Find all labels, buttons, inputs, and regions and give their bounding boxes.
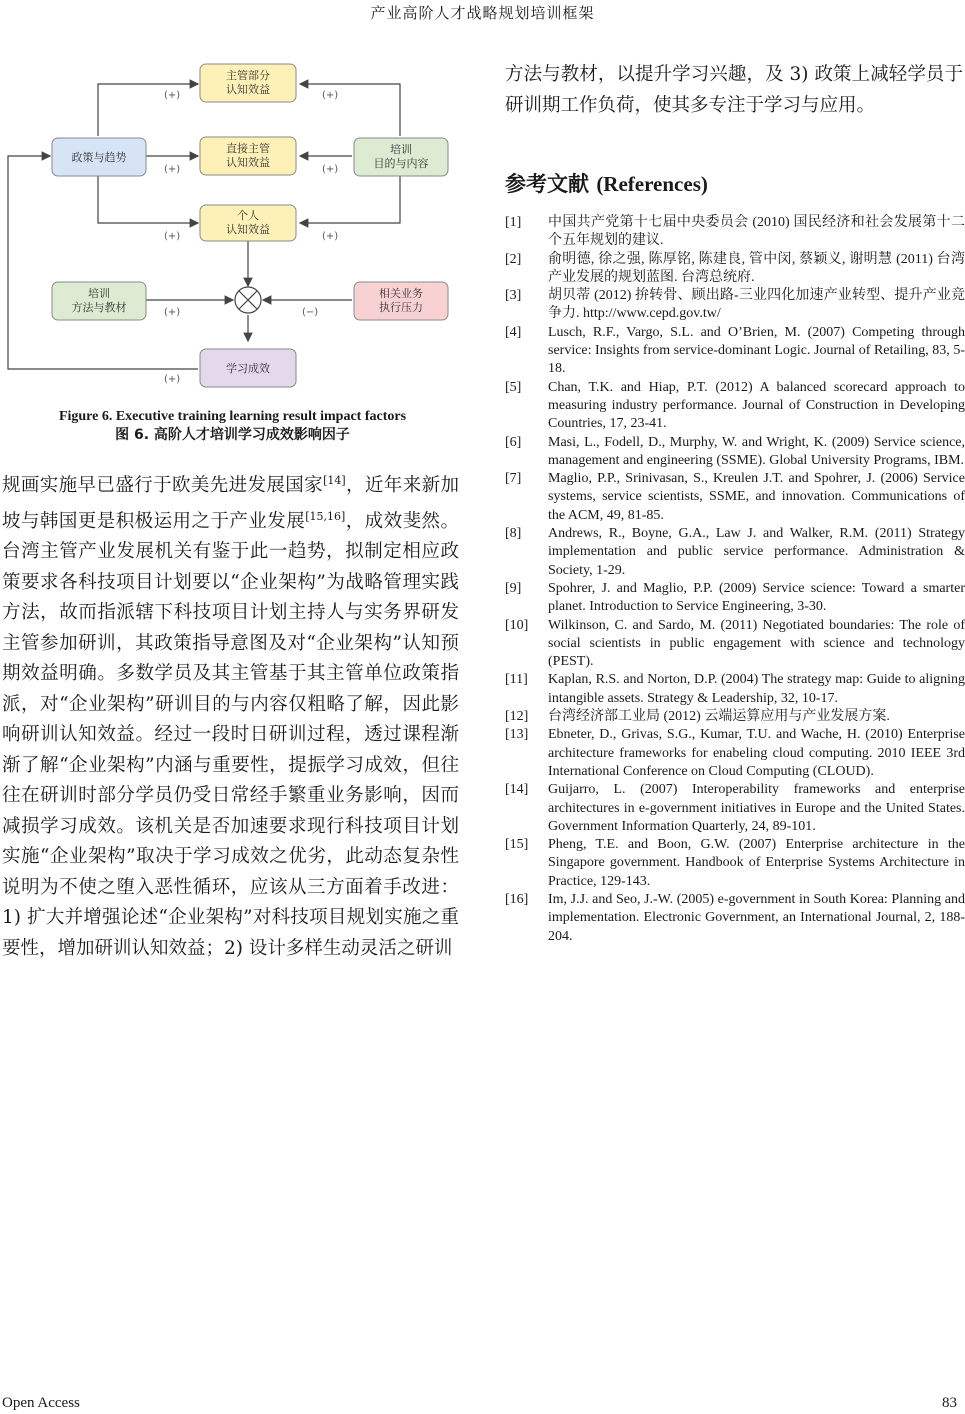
node-training-purpose xyxy=(354,138,448,176)
running-header: 产业高阶人才战略规划培训框架 xyxy=(370,4,595,22)
svg-text:直接主管: 直接主管 xyxy=(226,142,270,155)
sign-plus: (+) xyxy=(164,231,181,242)
svg-text:认知效益: 认知效益 xyxy=(226,223,270,236)
reference-item: [12] 台湾经济部工业局 (2012) 云端运算应用与产业发展方案. xyxy=(505,709,890,725)
body-text-right xyxy=(505,60,963,121)
paragraph: 方法与教材，以提升学习兴趣，及 3) 政策上减轻学员于研训期工作负荷，使其多专注于学习与应用。 xyxy=(505,64,963,116)
reference-item: [5] Chan, T.K. and Hiap, P.T. (2012) A balanced scorecard approach to measuring industry performance. Journal of Construction in Developing Countries, 17, 23-41. xyxy=(505,379,965,432)
reference-item: [4] Lusch, R.F., Vargo, S.L. and O’Brien, M. (2007) Competing through service: Insights from service-dominant Logic. Journal of Retailing, 83, 5-18. xyxy=(505,324,965,377)
sign-plus: (+) xyxy=(164,374,181,385)
impact-factor-diagram xyxy=(0,56,470,396)
reference-item: [10] Wilkinson, C. and Sardo, M. (2011) Negotiated boundaries: The role of social scientists in public engagement with science and technology (PEST). xyxy=(505,617,965,670)
reference-item: [6] Masi, L., Fodell, D., Murphy, W. and Wright, K. (2009) Service science, management and engineering (SSME). Global University Programs, IBM. xyxy=(505,434,965,468)
node-personal xyxy=(200,205,296,241)
caption-zh: 图 6. 高阶人才培训学习成效影响因子 xyxy=(115,427,350,443)
reference-item: [16] Im, J.J. and Seo, J.-W. (2005) e-government in South Korea: Planning and implementation. Electronic Government, an International Journal, 2, 188-204. xyxy=(505,891,965,944)
reference-item: [2] 俞明德, 徐之强, 陈厚铭, 陈建良, 管中闵, 蔡颖义, 谢明慧 (2011) 台湾产业发展的规划蓝图. 台湾总统府. xyxy=(505,251,965,285)
svg-text:方法与教材: 方法与教材 xyxy=(71,301,127,314)
node-business-pressure xyxy=(354,282,448,320)
reference-item: [11] Kaplan, R.S. and Norton, D.P. (2004) The strategy map: Guide to aligning intangible assets. Strategy & Leadership, 32, 10-17. xyxy=(505,672,965,706)
reference-item: [13] Ebneter, D., Grivas, S.G., Kumar, T.U. and Wache, H. (2010) Enterprise architecture frameworks for enabeling cloud computing. 2010 IEEE 3rd International Conference on Cloud Computing (CLOUD). xyxy=(505,727,965,779)
svg-text:政策与趋势: 政策与趋势 xyxy=(71,151,127,164)
sign-plus: (+) xyxy=(164,164,181,175)
references-list xyxy=(505,214,965,946)
node-training-methods xyxy=(52,282,146,320)
svg-text:个人: 个人 xyxy=(237,209,259,222)
footer-open-access: Open Access xyxy=(2,1395,80,1411)
reference-item: [7] Maglio, P.P., Srinivasan, S., Kreulen J.T. and Spohrer, J. (2006) Service systems, service scientists, SSME, and innovation. Communications of the ACM, 49, 81-85. xyxy=(505,471,965,523)
reference-item: [8] Andrews, R., Boyne, G.A., Law J. and Walker, R.M. (2011) Strategy implementation and public service performance. Administration & Society, 1-29. xyxy=(505,526,965,578)
node-supervisor-dept xyxy=(200,64,296,102)
citation: [14] xyxy=(323,474,346,487)
references-heading: 参考文献 (References) xyxy=(505,171,708,196)
svg-text:执行压力: 执行压力 xyxy=(379,301,423,314)
reference-item: [9] Spohrer, J. and Maglio, P.P. (2009) Service science: Toward a smarter planet. Introduction to Service Engineering, 3-30. xyxy=(505,580,965,615)
sign-plus: (+) xyxy=(322,231,339,242)
body-text-left xyxy=(2,466,459,964)
reference-item: [3] 胡贝蒂 (2012) 拚转骨、顾出路-三业四化加速产业转型、提升产业竞争力. http://www.cepd.gov.tw/ xyxy=(505,288,965,322)
sign-plus: (+) xyxy=(322,90,339,101)
caption-en: Figure 6. Executive training learning result impact factors xyxy=(58,409,407,424)
svg-text:培训: 培训 xyxy=(88,287,110,300)
sign-minus: (−) xyxy=(302,307,319,318)
node-learning-result xyxy=(200,349,296,387)
sign-plus: (+) xyxy=(164,90,181,101)
citation: [15,16] xyxy=(305,509,346,523)
reference-item: [1] 中国共产党第十七届中央委员会 (2010) 国民经济和社会发展第十二个五年规划的建议. xyxy=(505,215,965,249)
paragraph: 规画实施早已盛行于欧美先进发展国家[14]，近年来新加坡与韩国更是积极运用之于产业发展[15,16]，成效斐然。台湾主管产业发展机关有鉴于此一趋势，拟制定相应政策要求各科技项目计划要以“企业架构”为战略管理实践方法，故而指派辖下科技项目计划主持人与实务界研发主管参加研训，其政策指导意图及对“企业架构”认知预期效益明确。多数学员及其主管基于其主管单位政策指派，对“企业架构”研训目的与内容仅粗略了解，因此影响研训认知效益。经过一段时日研训过程，透过课程渐渐了解“企业架构”内涵与重要性，提振学习成效，但往往在研训时部分学员仍受日常经手繁重业务影响，因而减损学习成效。该机关是否加速要求现行科技项目计划实施“企业架构”取决于学习成效之优劣，此动态复杂性说明为不使之堕入恶性循环，应该从三方面着手改进：1) 扩大并增强论述“企业架构”对科技项目规划实施之重要性，增加研训认知效益；2) 设计多样生动灵活之研训 xyxy=(2,474,459,959)
multiply-node xyxy=(235,287,261,313)
sign-plus: (+) xyxy=(164,307,181,318)
reference-item: [15] Pheng, T.E. and Boon, G.W. (2007) Enterprise architecture in the Singapore government. Handbook of Enterprise Systems Architecture in Practice, 129-143. xyxy=(505,837,965,889)
svg-text:主管部分: 主管部分 xyxy=(226,69,270,82)
svg-text:培训: 培训 xyxy=(390,143,412,156)
svg-text:相关业务: 相关业务 xyxy=(379,287,423,300)
page-number: 83 xyxy=(942,1395,957,1411)
node-policy-trends xyxy=(52,138,146,176)
reference-item: [14] Guijarro, L. (2007) Interoperability frameworks and enterprise architectures in e-government initiatives in Europe and the United States. Government Information Quarterly, 24, 89-101. xyxy=(505,782,965,834)
svg-text:认知效益: 认知效益 xyxy=(226,156,270,169)
svg-text:学习成效: 学习成效 xyxy=(226,362,270,375)
sign-plus: (+) xyxy=(322,164,339,175)
svg-text:目的与内容: 目的与内容 xyxy=(373,157,429,170)
node-direct-supervisor xyxy=(200,137,296,175)
svg-text:认知效益: 认知效益 xyxy=(226,83,270,96)
figure-caption xyxy=(0,408,465,444)
